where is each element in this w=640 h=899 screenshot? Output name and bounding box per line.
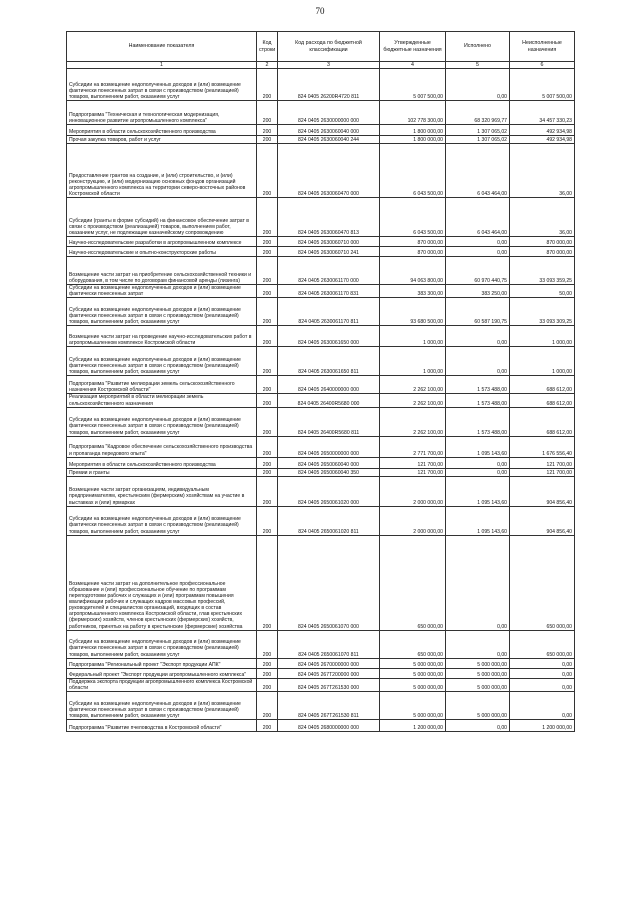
row-name-cell: Субсидии на возмещение недополученных доходов и (или) возмещение фактически понесенных затрат в связи с производством (реализацией) товаров, выполнением работ, оказанием услуг: [67, 298, 257, 326]
row-line-code-cell: 200: [257, 658, 278, 668]
header-approved: Утвержденные бюджетные назначения: [380, 32, 446, 62]
table-row: [67, 298, 575, 326]
row-unexecuted-cell: 904 856,40: [510, 506, 575, 535]
row-executed-cell: 1 095 143,60: [446, 436, 510, 457]
row-budget-code-cell: 824 0405 2650060040 350: [278, 468, 380, 476]
row-unexecuted-cell: 0,00: [510, 658, 575, 668]
row-unexecuted-cell: 36,00: [510, 198, 575, 237]
row-name-cell: Субсидии на возмещение недополученных доходов и (или) возмещение фактически понесенных затрат в связи с производством (реализацией) товаров, выполнением работ, оказанием услуг: [67, 630, 257, 658]
row-executed-cell: 5 000 000,00: [446, 678, 510, 691]
row-name-cell: Субсидии (гранты в форме субсидий) на финансовое обеспечение затрат в связи с производством (реализацией) товаров, выполнением работ, оказанием услуг, не подлежащие казначейскому сопровождению: [67, 198, 257, 237]
row-name-cell: Субсидии на возмещение недополученных доходов и (или) возмещение фактически понесенных затрат в связи с производством (реализацией) товаров, выполнением работ, оказанием услуг: [67, 69, 257, 101]
row-name-cell: Подпрограмма "Развитие мелиорации земель сельскохозяйственного назначения Костромской области": [67, 376, 257, 394]
row-unexecuted-cell: 34 457 330,23: [510, 101, 575, 125]
row-budget-code-cell: 824 0405 2680000000 000: [278, 719, 380, 731]
row-line-code-cell: 200: [257, 326, 278, 347]
row-executed-cell: 0,00: [446, 247, 510, 257]
table-row: [67, 285, 575, 298]
row-unexecuted-cell: 1 000,00: [510, 326, 575, 347]
row-budget-code-cell: 824 0405 2650061020 000: [278, 476, 380, 506]
table-row: [67, 136, 575, 144]
row-unexecuted-cell: 688 612,00: [510, 376, 575, 394]
row-budget-code-cell: 824 0405 2630060710 000: [278, 237, 380, 247]
table-row: [67, 394, 575, 407]
row-budget-code-cell: 824 0405 2630060470 813: [278, 198, 380, 237]
row-unexecuted-cell: 0,00: [510, 668, 575, 678]
table-row: [67, 125, 575, 136]
table-row: [67, 237, 575, 247]
row-line-code-cell: 200: [257, 691, 278, 719]
row-budget-code-cell: 824 0405 2650000000 000: [278, 436, 380, 457]
row-approved-cell: 6 043 500,00: [380, 144, 446, 198]
row-executed-cell: 5 000 000,00: [446, 691, 510, 719]
row-name-cell: Подпрограмма "Кадровое обеспечение сельскохозяйственного производства и пропаганда передового опыта": [67, 436, 257, 457]
row-approved-cell: 5 000 000,00: [380, 691, 446, 719]
row-name-cell: Мероприятия в области сельскохозяйственного производства: [67, 457, 257, 468]
row-approved-cell: 650 000,00: [380, 630, 446, 658]
row-line-code-cell: 200: [257, 198, 278, 237]
row-line-code-cell: 200: [257, 407, 278, 436]
row-unexecuted-cell: 870 000,00: [510, 237, 575, 247]
header-budget-code: Код расхода по бюджетной классификации: [278, 32, 380, 62]
row-line-code-cell: 200: [257, 136, 278, 144]
row-line-code-cell: 200: [257, 535, 278, 630]
row-name-cell: Возмещение части затрат на приобретение сельскохозяйственной техники и оборудования, в том числе по договорам финансовой аренды (лизинга): [67, 257, 257, 285]
row-line-code-cell: 200: [257, 394, 278, 407]
row-line-code-cell: 200: [257, 247, 278, 257]
row-approved-cell: 2 262 100,00: [380, 407, 446, 436]
row-unexecuted-cell: 50,00: [510, 285, 575, 298]
column-number-row: [67, 62, 575, 69]
row-unexecuted-cell: 33 093 359,25: [510, 257, 575, 285]
table-row: [67, 468, 575, 476]
row-name-cell: Премии и гранты: [67, 468, 257, 476]
row-executed-cell: 5 000 000,00: [446, 668, 510, 678]
row-line-code-cell: 200: [257, 101, 278, 125]
row-approved-cell: 5 007 500,00: [380, 69, 446, 101]
row-unexecuted-cell: 5 007 500,00: [510, 69, 575, 101]
row-budget-code-cell: 824 0405 26200R4720 811: [278, 69, 380, 101]
header-unexecuted: Неисполненные назначения: [510, 32, 575, 62]
table-row: [67, 476, 575, 506]
row-name-cell: Возмещение части затрат на дополнительное профессиональное образование и (или) профессиональное обучение по программам переподготовки рабочих и служащих и (или) программам повышения квалификации рабочих и служащих кадров массовых профессий, руководителей и специалистов организаций, входящих в состав агропромышленного комплекса Костромской области, глав крестьянских (фермерских) хозяйств, членов крестьянских (фермерских) хозяйств, работников, принятых на работу в крестьянские (фермерские) хозяйства: [67, 535, 257, 630]
header-name: Наименование показателя: [67, 32, 257, 62]
row-budget-code-cell: 824 0405 2630061170 811: [278, 298, 380, 326]
row-budget-code-cell: 824 0405 2630061170 831: [278, 285, 380, 298]
table-row: [67, 535, 575, 630]
column-number: 1: [67, 62, 257, 69]
row-executed-cell: 1 573 488,00: [446, 394, 510, 407]
table-row: [67, 630, 575, 658]
row-approved-cell: 121 700,00: [380, 468, 446, 476]
row-approved-cell: 2 000 000,00: [380, 476, 446, 506]
row-executed-cell: 1 573 488,00: [446, 376, 510, 394]
row-unexecuted-cell: 650 000,00: [510, 630, 575, 658]
column-number: 2: [257, 62, 278, 69]
row-approved-cell: 1 000,00: [380, 347, 446, 376]
row-name-cell: Прочая закупка товаров, работ и услуг: [67, 136, 257, 144]
row-approved-cell: 2 262 100,00: [380, 376, 446, 394]
table-row: [67, 691, 575, 719]
row-executed-cell: 0,00: [446, 237, 510, 247]
row-budget-code-cell: 824 0405 2630060040 244: [278, 136, 380, 144]
row-budget-code-cell: 824 0405 2630060040 000: [278, 125, 380, 136]
row-unexecuted-cell: 870 000,00: [510, 247, 575, 257]
row-executed-cell: 60 587 190,75: [446, 298, 510, 326]
row-unexecuted-cell: 492 934,98: [510, 136, 575, 144]
column-number: 3: [278, 62, 380, 69]
column-number: 4: [380, 62, 446, 69]
row-executed-cell: 6 043 464,00: [446, 144, 510, 198]
row-executed-cell: 68 320 969,77: [446, 101, 510, 125]
row-line-code-cell: 200: [257, 457, 278, 468]
row-line-code-cell: 200: [257, 506, 278, 535]
table-row: [67, 247, 575, 257]
table-row: [67, 144, 575, 198]
row-budget-code-cell: 824 0405 267T200000 000: [278, 668, 380, 678]
table-row: [67, 407, 575, 436]
row-executed-cell: 0,00: [446, 69, 510, 101]
row-executed-cell: 0,00: [446, 468, 510, 476]
row-name-cell: Подпрограмма "Развитие пчеловодства в Костромской области": [67, 719, 257, 731]
row-unexecuted-cell: 0,00: [510, 678, 575, 691]
row-unexecuted-cell: 33 093 309,25: [510, 298, 575, 326]
column-number: 5: [446, 62, 510, 69]
header-line-code: Код строки: [257, 32, 278, 62]
row-name-cell: Субсидии на возмещение недополученных доходов и (или) возмещение фактически понесенных затрат в связи с производством (реализацией) товаров, выполнением работ, оказанием услуг: [67, 407, 257, 436]
row-budget-code-cell: 824 0405 2630000000 000: [278, 101, 380, 125]
row-approved-cell: 650 000,00: [380, 535, 446, 630]
row-name-cell: Субсидии на возмещение недополученных доходов и (или) возмещение фактически понесенных затрат в связи с производством (реализацией) товаров, выполнением работ, оказанием услуг: [67, 691, 257, 719]
row-name-cell: Возмещение части затрат на проведение научно-исследовательских работ в агропромышленном комплексе Костромской области: [67, 326, 257, 347]
row-line-code-cell: 200: [257, 376, 278, 394]
row-line-code-cell: 200: [257, 468, 278, 476]
row-unexecuted-cell: 650 000,00: [510, 535, 575, 630]
row-line-code-cell: 200: [257, 257, 278, 285]
row-name-cell: Реализация мероприятий в области мелиорации земель сельскохозяйственного назначения: [67, 394, 257, 407]
row-line-code-cell: 200: [257, 436, 278, 457]
row-executed-cell: 0,00: [446, 326, 510, 347]
row-executed-cell: 0,00: [446, 347, 510, 376]
row-line-code-cell: 200: [257, 678, 278, 691]
row-line-code-cell: 200: [257, 476, 278, 506]
row-line-code-cell: 200: [257, 125, 278, 136]
row-approved-cell: 1 800 000,00: [380, 136, 446, 144]
row-executed-cell: 1 307 065,02: [446, 136, 510, 144]
row-approved-cell: 2 000 000,00: [380, 506, 446, 535]
row-approved-cell: 870 000,00: [380, 237, 446, 247]
row-unexecuted-cell: 1 676 556,40: [510, 436, 575, 457]
row-executed-cell: 1 095 143,60: [446, 506, 510, 535]
row-unexecuted-cell: 1 000,00: [510, 347, 575, 376]
row-approved-cell: 5 000 000,00: [380, 658, 446, 668]
row-budget-code-cell: 824 0405 2630060470 000: [278, 144, 380, 198]
table-row: [67, 198, 575, 237]
row-line-code-cell: 200: [257, 285, 278, 298]
row-unexecuted-cell: 121 700,00: [510, 457, 575, 468]
row-budget-code-cell: 824 0405 2630061650 000: [278, 326, 380, 347]
row-executed-cell: 1 307 065,02: [446, 125, 510, 136]
row-line-code-cell: 200: [257, 298, 278, 326]
table-row: [67, 719, 575, 731]
row-unexecuted-cell: 688 612,00: [510, 394, 575, 407]
row-executed-cell: 6 043 464,00: [446, 198, 510, 237]
table-row: [67, 101, 575, 125]
row-unexecuted-cell: 904 856,40: [510, 476, 575, 506]
row-approved-cell: 1 000,00: [380, 326, 446, 347]
row-executed-cell: 0,00: [446, 630, 510, 658]
row-budget-code-cell: 824 0405 26400R5680 000: [278, 394, 380, 407]
row-budget-code-cell: 824 0405 2650061070 811: [278, 630, 380, 658]
row-executed-cell: 1 095 143,60: [446, 476, 510, 506]
row-executed-cell: 0,00: [446, 535, 510, 630]
table-row: [67, 678, 575, 691]
row-name-cell: Научно-исследовательские и опытно-конструкторские работы: [67, 247, 257, 257]
row-line-code-cell: 200: [257, 237, 278, 247]
row-unexecuted-cell: 1 200 000,00: [510, 719, 575, 731]
row-executed-cell: 5 000 000,00: [446, 658, 510, 668]
budget-execution-table: [66, 31, 575, 732]
row-executed-cell: 0,00: [446, 719, 510, 731]
row-approved-cell: 102 778 300,00: [380, 101, 446, 125]
page-number: 70: [315, 6, 325, 16]
row-budget-code-cell: 824 0405 267T261530 811: [278, 691, 380, 719]
row-executed-cell: 60 970 440,75: [446, 257, 510, 285]
row-line-code-cell: 200: [257, 668, 278, 678]
header-row: [67, 32, 575, 62]
row-name-cell: Предоставление грантов на создание, и (или) строительство, и (или) реконструкцию, и (или) модернизацию основных фондов организаций агропромышленного комплекса на территории северо-восточных районов Костромской области: [67, 144, 257, 198]
row-line-code-cell: 200: [257, 719, 278, 731]
row-budget-code-cell: 824 0405 2640000000 000: [278, 376, 380, 394]
row-line-code-cell: 200: [257, 144, 278, 198]
row-budget-code-cell: 824 0405 2670000000 000: [278, 658, 380, 668]
row-name-cell: Федеральный проект "Экспорт продукции агропромышленного комплекса": [67, 668, 257, 678]
table-row: [67, 668, 575, 678]
row-line-code-cell: 200: [257, 69, 278, 101]
row-budget-code-cell: 824 0405 26400R5680 811: [278, 407, 380, 436]
row-budget-code-cell: 824 0405 2630061650 811: [278, 347, 380, 376]
row-approved-cell: 121 700,00: [380, 457, 446, 468]
row-approved-cell: 5 000 000,00: [380, 678, 446, 691]
row-budget-code-cell: 824 0405 2650060040 000: [278, 457, 380, 468]
row-approved-cell: 1 800 000,00: [380, 125, 446, 136]
table-row: [67, 326, 575, 347]
table-row: [67, 436, 575, 457]
table-row: [67, 257, 575, 285]
row-executed-cell: 383 250,00: [446, 285, 510, 298]
row-approved-cell: 2 771 700,00: [380, 436, 446, 457]
row-unexecuted-cell: 121 700,00: [510, 468, 575, 476]
row-approved-cell: 5 000 000,00: [380, 668, 446, 678]
row-name-cell: Субсидии на возмещение недополученных доходов и (или) возмещение фактически понесенных затрат в связи с производством (реализацией) товаров, выполнением работ, оказанием услуг: [67, 347, 257, 376]
row-approved-cell: 383 300,00: [380, 285, 446, 298]
table-row: [67, 376, 575, 394]
row-executed-cell: 0,00: [446, 457, 510, 468]
table-row: [67, 658, 575, 668]
row-approved-cell: 6 043 500,00: [380, 198, 446, 237]
row-name-cell: Мероприятия в области сельскохозяйственного производства: [67, 125, 257, 136]
header-executed: Исполнено: [446, 32, 510, 62]
row-approved-cell: 870 000,00: [380, 247, 446, 257]
row-name-cell: Подпрограмма "Региональный проект "Экспорт продукции АПК": [67, 658, 257, 668]
row-name-cell: Субсидии на возмещение недополученных доходов и (или) возмещение фактически понесенных затрат: [67, 285, 257, 298]
row-unexecuted-cell: 492 934,98: [510, 125, 575, 136]
row-approved-cell: 2 262 100,00: [380, 394, 446, 407]
row-approved-cell: 94 063 800,00: [380, 257, 446, 285]
row-budget-code-cell: 824 0405 2650061020 811: [278, 506, 380, 535]
table-row: [67, 506, 575, 535]
row-approved-cell: 93 680 500,00: [380, 298, 446, 326]
row-unexecuted-cell: 36,00: [510, 144, 575, 198]
row-approved-cell: 1 200 000,00: [380, 719, 446, 731]
row-name-cell: Подпрограмма "Техническая и технологическая модернизация, инновационное развитие агропромышленного комплекса": [67, 101, 257, 125]
table-row: [67, 457, 575, 468]
row-executed-cell: 1 573 488,00: [446, 407, 510, 436]
row-budget-code-cell: 824 0405 2650061070 000: [278, 535, 380, 630]
row-line-code-cell: 200: [257, 347, 278, 376]
row-budget-code-cell: 824 0405 267T261530 000: [278, 678, 380, 691]
row-budget-code-cell: 824 0405 2630060710 241: [278, 247, 380, 257]
row-line-code-cell: 200: [257, 630, 278, 658]
row-budget-code-cell: 824 0405 2630061170 000: [278, 257, 380, 285]
table-row: [67, 69, 575, 101]
row-name-cell: Возмещение части затрат организациям, индивидуальным предпринимателям, крестьянским (фермерским) хозяйствам на участие в выставках и (или) ярмарках: [67, 476, 257, 506]
column-number: 6: [510, 62, 575, 69]
row-name-cell: Поддержка экспорта продукции агропромышленного комплекса Костромской области: [67, 678, 257, 691]
row-unexecuted-cell: 688 612,00: [510, 407, 575, 436]
table-row: [67, 347, 575, 376]
row-name-cell: Субсидии на возмещение недополученных доходов и (или) возмещение фактически понесенных затрат в связи с производством (реализацией) товаров, выполнением работ, оказанием услуг: [67, 506, 257, 535]
row-name-cell: Научно-исследовательские разработки в агропромышленном комплексе: [67, 237, 257, 247]
row-unexecuted-cell: 0,00: [510, 691, 575, 719]
